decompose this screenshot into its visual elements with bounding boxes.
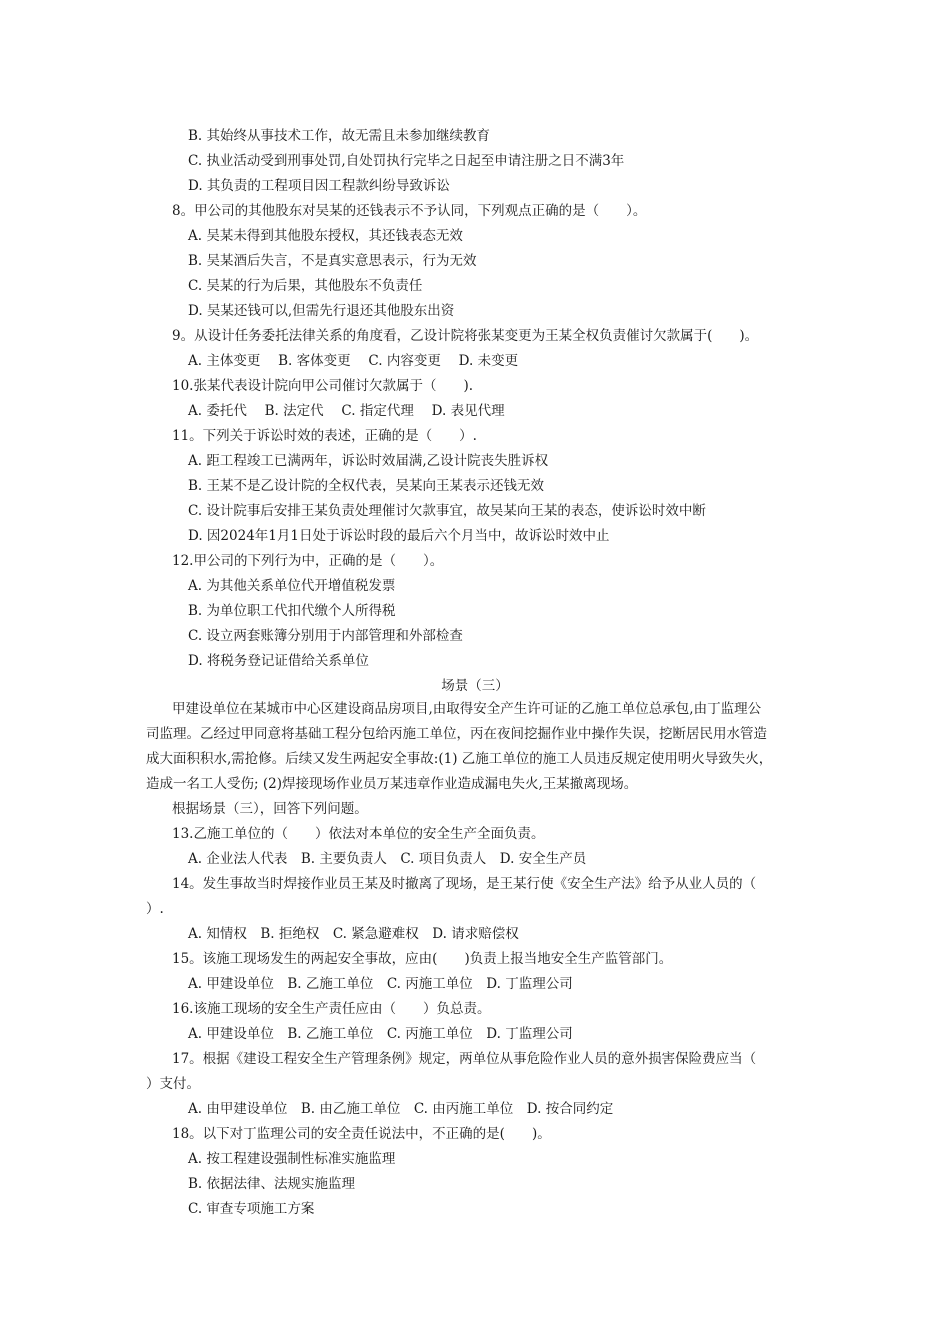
q10-stem: 10.张某代表设计院向甲公司催讨欠款属于（ ). xyxy=(172,378,474,394)
scene3-paragraph-line: 司监理。乙经过甲同意将基础工程分包给丙施工单位，丙在夜间挖掘作业中操作失误，挖断居民用水管造 xyxy=(146,726,767,742)
scene3-paragraph-line: 造成一名工人受伤; (2)焊接现场作业员万某违章作业造成漏电失火,王某撤离现场。 xyxy=(146,776,638,792)
q7-option-d: D. 其负责的工程项目因工程款纠纷导致诉讼 xyxy=(188,178,450,194)
q13-options: A. 企业法人代表 B. 主要负责人 C. 项目负责人 D. 安全生产员 xyxy=(188,851,587,867)
q15-stem: 15。该施工现场发生的两起安全事故，应由( )负责上报当地安全生产监管部门。 xyxy=(172,951,673,967)
q18-stem: 18。以下对丁监理公司的安全责任说法中，不正确的是( )。 xyxy=(172,1126,551,1142)
scene3-title: 场景（三） xyxy=(441,678,509,694)
q12-option-d: D. 将税务登记证借给关系单位 xyxy=(188,653,369,669)
q12-option-c: C. 设立两套账簿分别用于内部管理和外部检查 xyxy=(188,628,463,644)
q11-option-b: B. 王某不是乙设计院的全权代表，吴某向王某表示还钱无效 xyxy=(188,478,545,494)
q7-option-c: C. 执业活动受到刑事处罚,自处罚执行完毕之日起至申请注册之日不满3年 xyxy=(188,153,625,169)
q12-option-b: B. 为单位职工代扣代缴个人所得税 xyxy=(188,603,396,619)
q11-option-d: D. 因2024年1月1日处于诉讼时段的最后六个月当中，故诉讼时效中止 xyxy=(188,528,610,544)
q9-options: A. 主体变更 B. 客体变更 C. 内容变更 D. 未变更 xyxy=(188,353,519,369)
q12-stem: 12.甲公司的下列行为中，正确的是（ ）。 xyxy=(172,553,444,569)
q15-options: A. 甲建设单位 B. 乙施工单位 C. 丙施工单位 D. 丁监理公司 xyxy=(188,976,573,992)
q8-option-c: C. 吴某的行为后果，其他股东不负责任 xyxy=(188,278,423,294)
q11-option-a: A. 距工程竣工已满两年，诉讼时效届满,乙设计院丧失胜诉权 xyxy=(188,453,549,469)
q16-options: A. 甲建设单位 B. 乙施工单位 C. 丙施工单位 D. 丁监理公司 xyxy=(188,1026,573,1042)
q14-stem-line2: ）. xyxy=(146,901,164,917)
scene3-paragraph-line: 成大面积积水,需抢修。后续又发生两起安全事故:(1) 乙施工单位的施工人员违反规定使用明火导致失火， xyxy=(146,751,773,767)
q17-options: A. 由甲建设单位 B. 由乙施工单位 C. 由丙施工单位 D. 按合同约定 xyxy=(188,1101,614,1117)
q18-option-c: C. 审查专项施工方案 xyxy=(188,1201,315,1217)
q8-option-d: D. 吴某还钱可以,但需先行退还其他股东出资 xyxy=(188,303,455,319)
q8-option-b: B. 吴某酒后失言，不是真实意思表示，行为无效 xyxy=(188,253,477,269)
q9-stem: 9。从设计任务委托法律关系的角度看，乙设计院将张某变更为王某全权负责催讨欠款属于( )。 xyxy=(172,328,759,344)
q18-option-b: B. 依据法律、法规实施监理 xyxy=(188,1176,356,1192)
q17-stem-line2: ）支付。 xyxy=(146,1076,200,1092)
q10-options: A. 委托代 B. 法定代 C. 指定代理 D. 表见代理 xyxy=(188,403,505,419)
q8-stem: 8。甲公司的其他股东对吴某的还钱表示不予认同，下列观点正确的是（ ）。 xyxy=(172,203,647,219)
q16-stem: 16.该施工现场的安全生产责任应由（ ）负总责。 xyxy=(172,1001,491,1017)
scene3-paragraph-line: 甲建设单位在某城市中心区建设商品房项目,由取得安全产生许可证的乙施工单位总承包,由丁监理公 xyxy=(172,701,762,717)
q18-option-a: A. 按工程建设强制性标准实施监理 xyxy=(188,1151,396,1167)
q14-options: A. 知情权 B. 拒绝权 C. 紧急避难权 D. 请求赔偿权 xyxy=(188,926,519,942)
q11-stem: 11。下列关于诉讼时效的表述，正确的是（ ）. xyxy=(172,428,477,444)
q8-option-a: A. 吴某未得到其他股东授权，其还钱表态无效 xyxy=(188,228,463,244)
scene3-instruction: 根据场景（三），回答下列问题。 xyxy=(172,801,368,817)
q17-stem-line1: 17。根据《建设工程安全生产管理条例》规定，两单位从事危险作业人员的意外损害保险费应当（ xyxy=(172,1051,757,1067)
q12-option-a: A. 为其他关系单位代开增值税发票 xyxy=(188,578,396,594)
q14-stem-line1: 14。发生事故当时焊接作业员王某及时撤离了现场，是王某行使《安全生产法》给予从业人员的（ xyxy=(172,876,757,892)
q7-option-b: B. 其始终从事技术工作，故无需且未参加继续教育 xyxy=(188,128,491,144)
q11-option-c: C. 设计院事后安排王某负责处理催讨欠款事宜，故吴某向王某的表态，使诉讼时效中断 xyxy=(188,503,706,519)
q13-stem: 13.乙施工单位的（ ）依法对本单位的安全生产全面负责。 xyxy=(172,826,545,842)
